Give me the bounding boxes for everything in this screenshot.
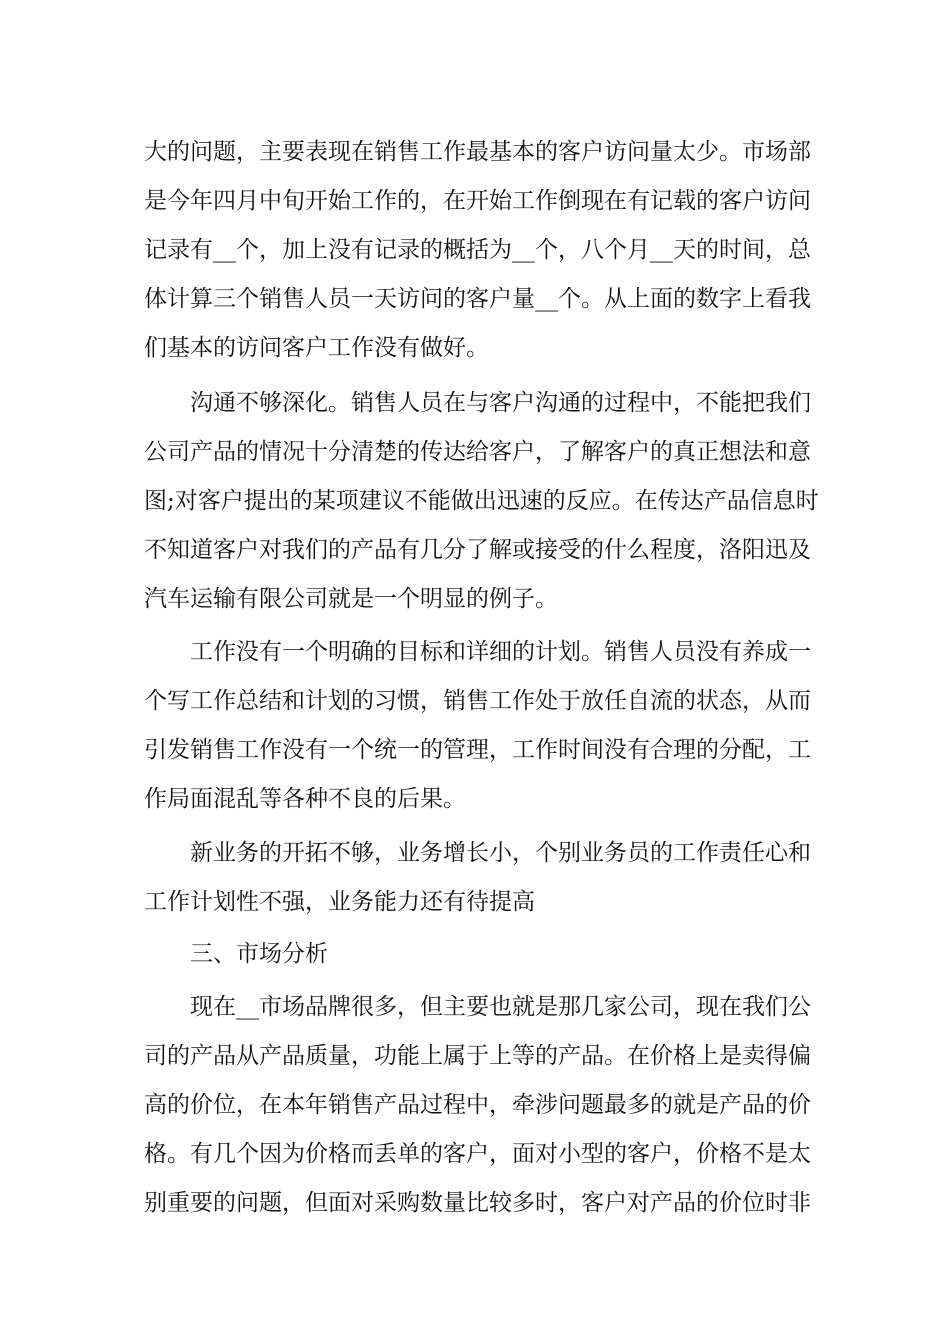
text-line: 记录有__个，加上没有记录的概括为__个，八个月__天的时间，总 bbox=[144, 237, 811, 263]
text-line: 们基本的访问客户工作没有做好。 bbox=[144, 335, 489, 361]
text-line: 体计算三个销售人员一天访问的客户量__个。从上面的数字上看我 bbox=[144, 286, 811, 312]
text-line: 图;对客户提出的某项建议不能做出迅速的反应。在传达产品信息时 bbox=[144, 488, 819, 514]
text-line: 大的问题，主要表现在销售工作最基本的客户访问量太少。市场部 bbox=[144, 139, 811, 165]
paragraph-first-line: 新业务的开拓不够，业务增长小，个别业务员的工作责任心和 bbox=[190, 840, 811, 866]
paragraph-first-line: 工作没有一个明确的目标和详细的计划。销售人员没有养成一 bbox=[190, 639, 811, 665]
text-line: 作局面混乱等各种不良的后果。 bbox=[144, 786, 466, 812]
text-line: 个写工作总结和计划的习惯，销售工作处于放任自流的状态，从而 bbox=[144, 688, 811, 714]
text-line: 引发销售工作没有一个统一的管理，工作时间没有合理的分配，工 bbox=[144, 737, 811, 763]
section-heading: 三、市场分析 bbox=[190, 941, 328, 967]
text-line: 公司产品的情况十分清楚的传达给客户，了解客户的真正想法和意 bbox=[144, 439, 811, 465]
text-line: 是今年四月中旬开始工作的，在开始工作倒现在有记载的客户访问 bbox=[144, 188, 811, 214]
text-line: 司的产品从产品质量，功能上属于上等的产品。在价格上是卖得偏 bbox=[144, 1043, 811, 1069]
text-line: 工作计划性不强，业务能力还有待提高 bbox=[144, 889, 535, 915]
text-line: 不知道客户对我们的产品有几分了解或接受的什么程度，洛阳迅及 bbox=[144, 537, 811, 563]
paragraph-first-line: 沟通不够深化。销售人员在与客户沟通的过程中，不能把我们 bbox=[190, 390, 811, 416]
paragraph-first-line: 现在__市场品牌很多，但主要也就是那几家公司，现在我们公 bbox=[190, 994, 811, 1020]
text-line: 别重要的问题，但面对采购数量比较多时，客户对产品的价位时非 bbox=[144, 1190, 811, 1216]
text-line: 格。有几个因为价格而丢单的客户，面对小型的客户，价格不是太 bbox=[144, 1141, 811, 1167]
text-line: 汽车运输有限公司就是一个明显的例子。 bbox=[144, 586, 558, 612]
text-line: 高的价位，在本年销售产品过程中，牵涉问题最多的就是产品的价 bbox=[144, 1092, 811, 1118]
